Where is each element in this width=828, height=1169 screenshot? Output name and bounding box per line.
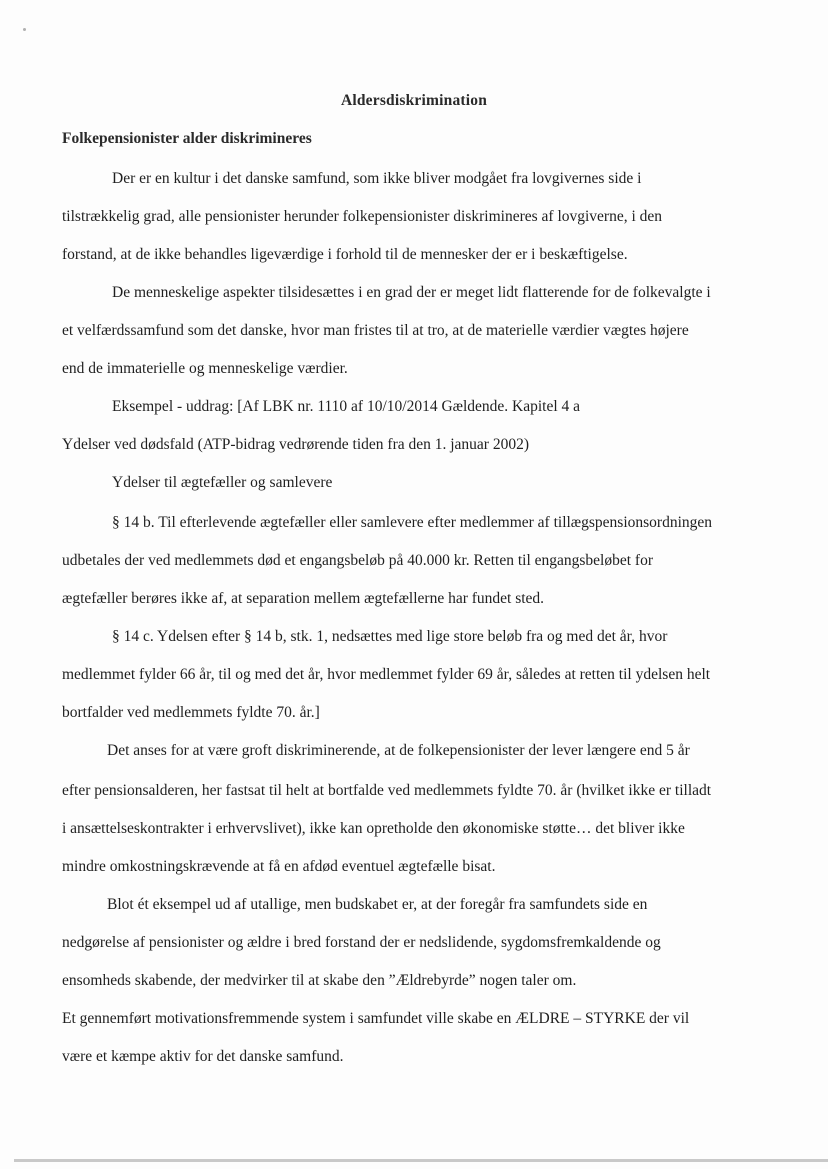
text-line: efter pensionsalderen, her fastsat til helt at bortfalde ved medlemmets fyldte 70. år (hvilket ikke er tilladt <box>62 782 712 799</box>
text-line: ensomheds skabende, der medvirker til at skabe den ”Ældrebyrde” nogen taler om. <box>62 972 577 989</box>
text-line: Blot ét eksempel ud af utallige, men budskabet er, at der foregår fra samfundets side en <box>107 896 648 913</box>
text-line: § 14 b. Til efterlevende ægtefæller eller samlevere efter medlemmer af tillægspensionsordningen <box>112 514 713 531</box>
text-line: nedgørelse af pensionister og ældre i bred forstand der er nedslidende, sygdomsfremkaldende og <box>62 934 661 951</box>
text-line: tilstrækkelig grad, alle pensionister herunder folkepensionister diskrimineres af lovgiverne, i den <box>62 208 663 225</box>
text-line: Et gennemført motivationsfremmende system i samfundet ville skabe en ÆLDRE – STYRKE der vil <box>62 1010 690 1027</box>
text-line: De menneskelige aspekter tilsidesættes i en grad der er meget lidt flatterende for de folkevalgte i <box>112 284 711 301</box>
document-title: Aldersdiskrimination <box>340 92 488 109</box>
scan-speck <box>23 28 26 31</box>
text-line: i ansættelseskontrakter i erhvervslivet), ikke kan opretholde den økonomiske støtte… det bliver ikke <box>62 820 685 837</box>
text-line: Der er en kultur i det danske samfund, som ikke bliver modgået fra lovgivernes side i <box>112 170 642 187</box>
text-line: forstand, at de ikke behandles ligeværdige i forhold til de mennesker der er i beskæftigelse. <box>62 246 628 263</box>
text-line: mindre omkostningskrævende at få en afdød eventuel ægtefælle bisat. <box>62 858 496 875</box>
text-line: § 14 c. Ydelsen efter § 14 b, stk. 1, nedsættes med lige store beløb fra og med det år, hvor <box>112 628 668 645</box>
text-line: Eksempel - uddrag: [Af LBK nr. 1110 af 10/10/2014 Gældende. Kapitel 4 a <box>112 398 581 415</box>
text-line: bortfalder ved medlemmets fyldte 70. år.] <box>62 704 320 721</box>
text-line: Det anses for at være groft diskriminerende, at de folkepensionister der lever længere end 5 år <box>107 742 690 759</box>
text-line: medlemmet fylder 66 år, til og med det år, hvor medlemmet fylder 69 år, således at retten til ydelsen helt <box>62 666 711 683</box>
text-line: end de immaterielle og menneskelige værdier. <box>62 360 348 377</box>
text-line: Ydelser ved dødsfald (ATP-bidrag vedrørende tiden fra den 1. januar 2002) <box>62 436 529 453</box>
document-subtitle: Folkepensionister alder diskrimineres <box>62 130 312 147</box>
text-line: udbetales der ved medlemmets død et engangsbeløb på 40.000 kr. Retten til engangsbeløbet for <box>62 552 653 569</box>
text-line: ægtefæller berøres ikke af, at separation mellem ægtefællerne har fundet sted. <box>62 590 545 607</box>
scan-edge-divider <box>14 1159 828 1162</box>
text-line: Ydelser til ægtefæller og samlevere <box>112 474 333 491</box>
text-line: være et kæmpe aktiv for det danske samfund. <box>62 1048 344 1065</box>
text-line: et velfærdssamfund som det danske, hvor man fristes til at tro, at de materielle værdier vægtes højere <box>62 322 689 339</box>
